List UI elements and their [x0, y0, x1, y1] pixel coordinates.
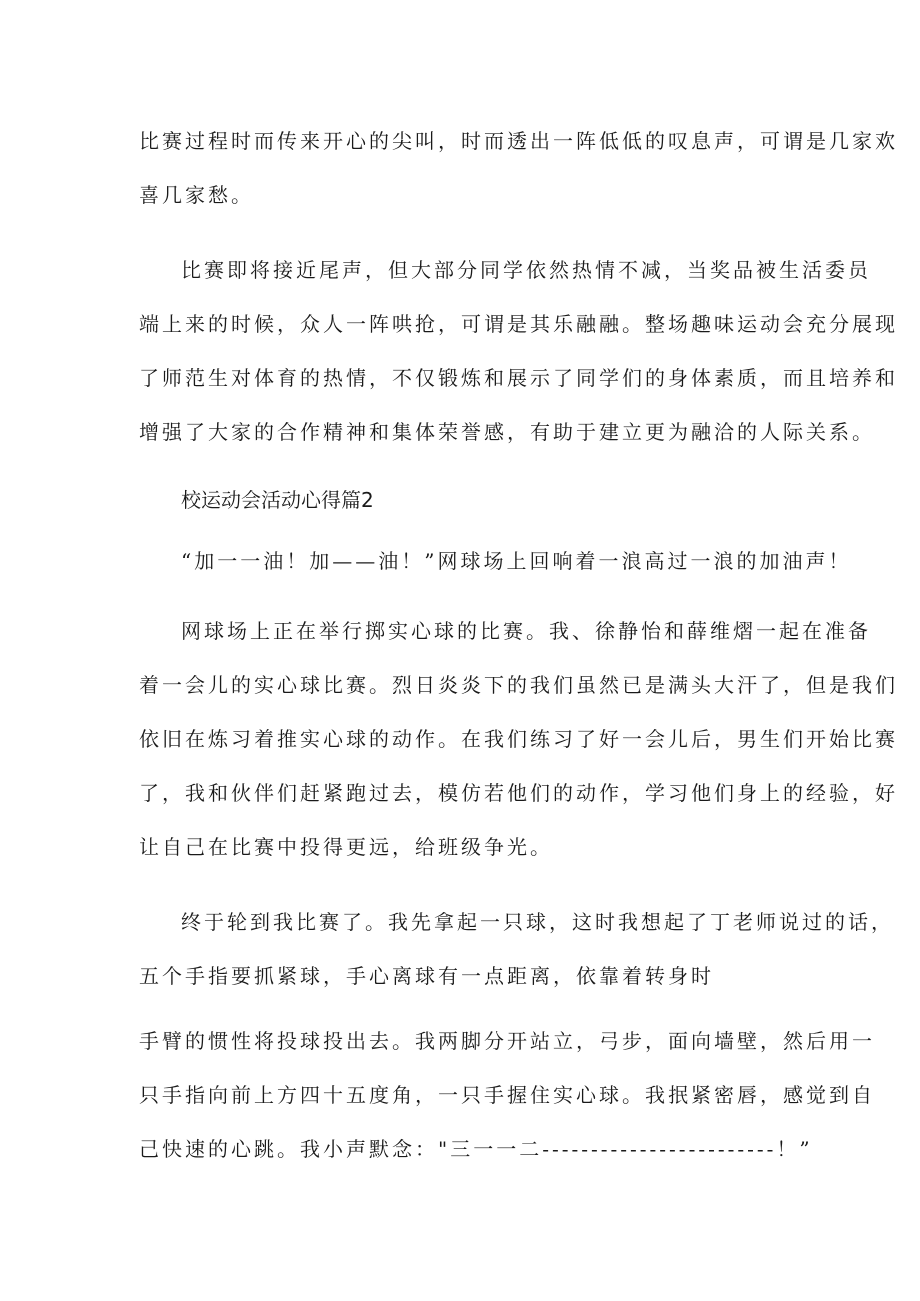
paragraph-6-line-2: 只手指向前上方四十五度角，一只手握住实心球。我抿紧密唇，感觉到自	[139, 1083, 875, 1107]
paragraph-3-line-1: “加一一油！加——油！”网球场上回响着一浪高过一浪的加油声！	[181, 549, 852, 573]
paragraph-2-line-4: 增强了大家的合作精神和集体荣誉感，有助于建立更为融洽的人际关系。	[139, 420, 875, 444]
paragraph-6-line-1: 手臂的惯性将投球投出去。我两脚分开站立，弓步，面向墙壁，然后用一	[139, 1029, 875, 1053]
paragraph-1-line-1: 比赛过程时而传来开心的尖叫，时而透出一阵低低的叹息声，可谓是几家欢	[139, 129, 898, 153]
paragraph-2-line-1: 比赛即将接近尾声，但大部分同学依然热情不减，当奖品被生活委员	[181, 258, 871, 282]
paragraph-4-line-5: 让自己在比赛中投得更远，给班级争光。	[139, 835, 553, 859]
paragraph-4-line-4: 了，我和伙伴们赶紧跑过去，模仿若他们的动作，学习他们身上的经验，好	[139, 781, 898, 805]
paragraph-6-line-3: 己快速的心跳。我小声默念："三一一二------------------------！”	[139, 1137, 813, 1161]
section-heading: 校运动会活动心得篇2	[181, 488, 374, 512]
paragraph-5-line-1: 终于轮到我比赛了。我先拿起一只球，这时我想起了丁老师说过的话，	[181, 910, 894, 934]
paragraph-4-line-3: 依旧在炼习着推实心球的动作。在我们练习了好一会儿后，男生们开始比赛	[139, 727, 898, 751]
paragraph-5-line-2: 五个手指要抓紧球，手心离球有一点距离，依靠着转身时	[139, 964, 714, 988]
paragraph-4-line-1: 网球场上正在举行掷实心球的比赛。我、徐静怡和薛维熠一起在准备	[181, 619, 871, 643]
paragraph-1-line-2: 喜几家愁。	[139, 183, 254, 207]
paragraph-4-line-2: 着一会儿的实心球比赛。烈日炎炎下的我们虽然已是满头大汗了，但是我们	[139, 673, 898, 697]
paragraph-2-line-2: 端上来的时候，众人一阵哄抢，可谓是其乐融融。整场趣味运动会充分展现	[139, 312, 898, 336]
paragraph-2-line-3: 了师范生对体育的热情，不仅锻炼和展示了同学们的身体素质，而且培养和	[139, 366, 898, 390]
